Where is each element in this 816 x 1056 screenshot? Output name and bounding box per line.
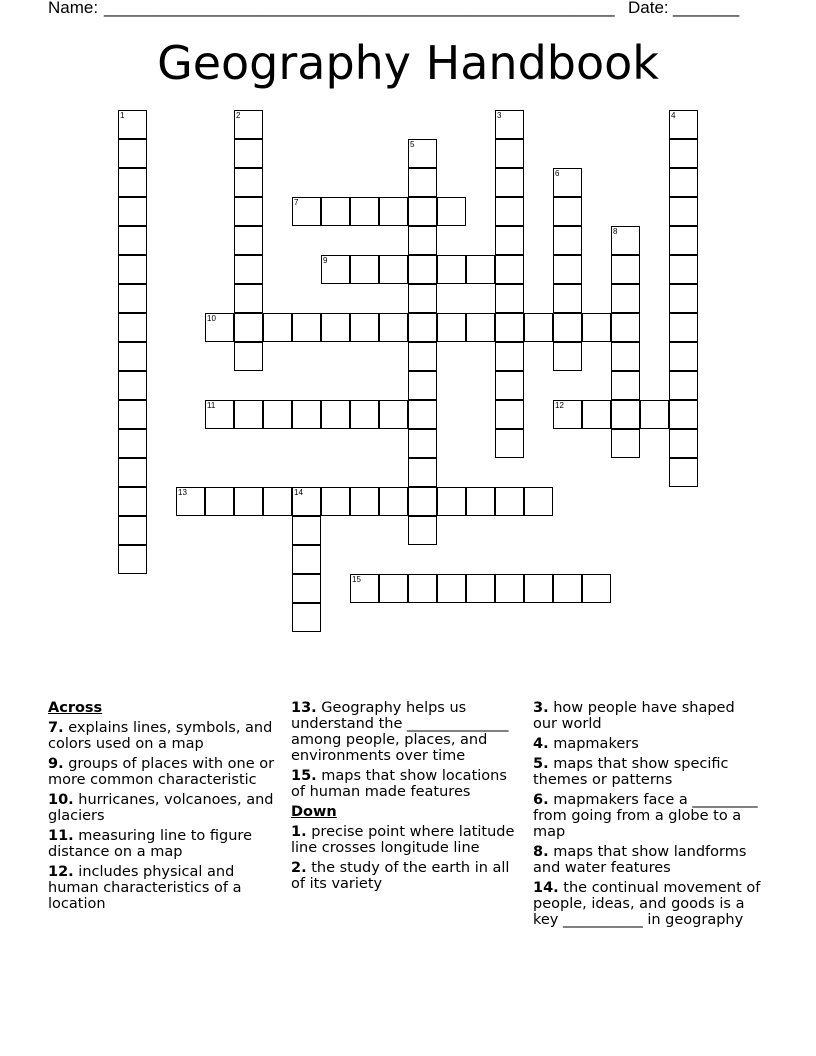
crossword-cell[interactable] xyxy=(495,487,524,516)
crossword-cell[interactable] xyxy=(495,400,524,429)
crossword-cell[interactable] xyxy=(379,574,408,603)
crossword-cell[interactable] xyxy=(466,487,495,516)
crossword-cell[interactable] xyxy=(611,313,640,342)
crossword-cell[interactable] xyxy=(553,284,582,313)
crossword-cell[interactable] xyxy=(350,313,379,342)
crossword-cell[interactable] xyxy=(524,574,553,603)
clue-number: 2. xyxy=(291,860,307,876)
crossword-cell[interactable] xyxy=(263,400,292,429)
crossword-cell[interactable] xyxy=(408,168,437,197)
crossword-cell[interactable] xyxy=(118,284,147,313)
crossword-cell[interactable] xyxy=(234,255,263,284)
crossword-cell[interactable] xyxy=(611,400,640,429)
crossword-cell[interactable] xyxy=(118,197,147,226)
crossword-cell[interactable] xyxy=(553,313,582,342)
crossword-cell[interactable] xyxy=(408,429,437,458)
crossword-cell[interactable] xyxy=(292,516,321,545)
crossword-cell[interactable] xyxy=(118,139,147,168)
clue-number: 5. xyxy=(533,756,549,772)
clue-number: 3. xyxy=(533,700,549,716)
crossword-cell[interactable] xyxy=(495,284,524,313)
clue-text: how people have shaped our world xyxy=(533,700,735,732)
crossword-cell[interactable] xyxy=(582,400,611,429)
cell-number: 9 xyxy=(323,256,328,265)
clue-text: explains lines, symbols, and colors used on a map xyxy=(48,720,273,752)
clue-number: 10. xyxy=(48,792,74,808)
clue-text: mapmakers xyxy=(553,736,639,752)
crossword-cell[interactable] xyxy=(437,574,466,603)
crossword-cell[interactable] xyxy=(669,458,698,487)
clue-text: maps that show specific themes or patterns xyxy=(533,756,729,788)
crossword-cell[interactable] xyxy=(669,168,698,197)
crossword-cell[interactable] xyxy=(611,255,640,284)
cell-number: 7 xyxy=(294,198,299,207)
crossword-cell[interactable] xyxy=(669,371,698,400)
crossword-cell[interactable] xyxy=(292,313,321,342)
crossword-cell[interactable] xyxy=(495,371,524,400)
crossword-cell[interactable] xyxy=(379,487,408,516)
down-heading: Down xyxy=(291,804,337,820)
crossword-cell[interactable] xyxy=(350,487,379,516)
clue-across-7 xyxy=(48,720,278,752)
crossword-cell[interactable] xyxy=(292,603,321,632)
crossword-cell[interactable] xyxy=(234,313,263,342)
crossword-cell[interactable] xyxy=(408,458,437,487)
crossword-cell[interactable] xyxy=(669,429,698,458)
clue-text: groups of places with one or more common characteristic xyxy=(48,756,275,788)
crossword-cell[interactable] xyxy=(495,139,524,168)
cell-number: 6 xyxy=(555,169,560,178)
crossword-cell[interactable] xyxy=(669,110,698,139)
clue-number: 4. xyxy=(533,736,549,752)
crossword-cell[interactable] xyxy=(408,139,437,168)
clue-across-15 xyxy=(291,768,521,800)
crossword-cell[interactable] xyxy=(321,487,350,516)
across-heading: Across xyxy=(48,700,103,716)
crossword-cell[interactable] xyxy=(437,313,466,342)
crossword-cell[interactable] xyxy=(611,429,640,458)
cell-number: 14 xyxy=(294,488,303,497)
clue-across-10 xyxy=(48,792,278,824)
clue-number: 1. xyxy=(291,824,307,840)
crossword-cell[interactable] xyxy=(350,400,379,429)
cell-number: 10 xyxy=(207,314,216,323)
crossword-cell[interactable] xyxy=(524,487,553,516)
cell-number: 13 xyxy=(178,488,187,497)
cell-number: 4 xyxy=(671,111,676,120)
crossword-cell[interactable] xyxy=(118,516,147,545)
clues-column-3 xyxy=(533,700,763,932)
crossword-cell[interactable] xyxy=(118,168,147,197)
crossword-cell[interactable] xyxy=(234,110,263,139)
crossword-cell[interactable] xyxy=(553,168,582,197)
crossword-cell[interactable] xyxy=(553,574,582,603)
crossword-cell[interactable] xyxy=(263,313,292,342)
crossword-cell[interactable] xyxy=(553,342,582,371)
crossword-cell[interactable] xyxy=(669,226,698,255)
crossword-cell[interactable] xyxy=(408,255,437,284)
crossword-cell[interactable] xyxy=(611,284,640,313)
clue-number: 11. xyxy=(48,828,74,844)
clue-across-12 xyxy=(48,864,278,912)
crossword-cell[interactable] xyxy=(379,255,408,284)
clue-down-1 xyxy=(291,824,521,856)
crossword-cell[interactable] xyxy=(234,139,263,168)
clue-number: 14. xyxy=(533,880,559,896)
clue-down-6 xyxy=(533,792,763,840)
crossword-cell[interactable] xyxy=(118,400,147,429)
crossword-cell[interactable] xyxy=(582,574,611,603)
crossword-cell[interactable] xyxy=(611,226,640,255)
crossword-cell[interactable] xyxy=(437,255,466,284)
crossword-cell[interactable] xyxy=(292,197,321,226)
clue-number: 7. xyxy=(48,720,64,736)
crossword-cell[interactable] xyxy=(524,313,553,342)
crossword-cell[interactable] xyxy=(669,400,698,429)
crossword-cell[interactable] xyxy=(408,574,437,603)
cell-number: 5 xyxy=(410,140,415,149)
crossword-cell[interactable] xyxy=(350,574,379,603)
crossword-cell[interactable] xyxy=(234,400,263,429)
crossword-cell[interactable] xyxy=(205,487,234,516)
crossword-cell[interactable] xyxy=(611,342,640,371)
crossword-cell[interactable] xyxy=(350,197,379,226)
clue-text: precise point where latitude line crosses longitude line xyxy=(291,824,515,856)
cell-number: 12 xyxy=(555,401,564,410)
crossword-cell[interactable] xyxy=(669,284,698,313)
crossword-cell[interactable] xyxy=(408,342,437,371)
crossword-cell[interactable] xyxy=(118,313,147,342)
clue-down-3 xyxy=(533,700,763,732)
crossword-cell[interactable] xyxy=(495,429,524,458)
crossword-cell[interactable] xyxy=(466,574,495,603)
crossword-cell[interactable] xyxy=(321,400,350,429)
crossword-cell[interactable] xyxy=(669,139,698,168)
clue-down-4 xyxy=(533,736,763,752)
cell-number: 11 xyxy=(207,401,216,410)
page-title: Geography Handbook xyxy=(157,36,659,90)
crossword-cell[interactable] xyxy=(118,487,147,516)
crossword-cell[interactable] xyxy=(118,429,147,458)
crossword-cell[interactable] xyxy=(495,255,524,284)
crossword-cell[interactable] xyxy=(234,342,263,371)
clue-number: 13. xyxy=(291,700,317,716)
clues-column-2 xyxy=(291,700,521,896)
crossword-cell[interactable] xyxy=(495,574,524,603)
crossword-cell[interactable] xyxy=(118,458,147,487)
name-label: Name: xyxy=(48,0,99,17)
clue-text: hurricanes, volcanoes, and glaciers xyxy=(48,792,274,824)
crossword-cell[interactable] xyxy=(408,400,437,429)
crossword-cell[interactable] xyxy=(292,487,321,516)
crossword-cell[interactable] xyxy=(118,342,147,371)
crossword-cell[interactable] xyxy=(669,197,698,226)
clue-text: measuring line to figure distance on a map xyxy=(48,828,252,860)
crossword-cell[interactable] xyxy=(118,110,147,139)
cell-number: 8 xyxy=(613,227,618,236)
crossword-cell[interactable] xyxy=(669,313,698,342)
date-label: Date: xyxy=(628,0,669,17)
cell-number: 1 xyxy=(120,111,125,120)
clue-down-14 xyxy=(533,880,763,928)
cell-number: 2 xyxy=(236,111,241,120)
crossword-cell[interactable] xyxy=(350,255,379,284)
crossword-cell[interactable] xyxy=(118,371,147,400)
crossword-cell[interactable] xyxy=(553,255,582,284)
crossword-cell[interactable] xyxy=(234,284,263,313)
crossword-cell[interactable] xyxy=(234,226,263,255)
clue-across-13 xyxy=(291,700,521,764)
crossword-cell[interactable] xyxy=(234,197,263,226)
crossword-cell[interactable] xyxy=(321,197,350,226)
crossword-cell[interactable] xyxy=(321,313,350,342)
crossword-cell[interactable] xyxy=(234,487,263,516)
clue-down-2 xyxy=(291,860,521,892)
crossword-cell[interactable] xyxy=(466,313,495,342)
crossword-cell[interactable] xyxy=(640,400,669,429)
crossword-cell[interactable] xyxy=(408,487,437,516)
crossword-cell[interactable] xyxy=(495,226,524,255)
crossword-cell[interactable] xyxy=(437,487,466,516)
clue-text: includes physical and human characteristics of a location xyxy=(48,864,242,912)
crossword-cell[interactable] xyxy=(495,313,524,342)
crossword-cell[interactable] xyxy=(553,197,582,226)
crossword-cell[interactable] xyxy=(408,197,437,226)
clue-down-8 xyxy=(533,844,763,876)
clue-number: 12. xyxy=(48,864,74,880)
crossword-cell[interactable] xyxy=(379,313,408,342)
clue-number: 6. xyxy=(533,792,549,808)
crossword-cell[interactable] xyxy=(118,226,147,255)
crossword-cell[interactable] xyxy=(176,487,205,516)
crossword-cell[interactable] xyxy=(321,255,350,284)
crossword-cell[interactable] xyxy=(118,545,147,574)
cell-number: 3 xyxy=(497,111,502,120)
name-blank[interactable]: ______________________________________________________ xyxy=(104,0,615,17)
crossword-cell[interactable] xyxy=(669,342,698,371)
clue-text: the continual movement of people, ideas, and goods is a key ___________ in geography xyxy=(533,880,761,928)
crossword-cell[interactable] xyxy=(408,284,437,313)
crossword-cell[interactable] xyxy=(205,313,234,342)
clue-number: 8. xyxy=(533,844,549,860)
crossword-cell[interactable] xyxy=(205,400,234,429)
crossword-cell[interactable] xyxy=(234,168,263,197)
crossword-cell[interactable] xyxy=(292,574,321,603)
crossword-cell[interactable] xyxy=(408,371,437,400)
crossword-cell[interactable] xyxy=(669,255,698,284)
crossword-cell[interactable] xyxy=(437,197,466,226)
crossword-cell[interactable] xyxy=(495,197,524,226)
clue-text: maps that show locations of human made features xyxy=(291,768,507,800)
clue-down-5 xyxy=(533,756,763,788)
crossword-cell[interactable] xyxy=(292,400,321,429)
crossword-cell[interactable] xyxy=(495,110,524,139)
crossword-cell[interactable] xyxy=(292,545,321,574)
clue-text: Geography helps us understand the ______________ among people, places, and environments over time xyxy=(291,700,509,764)
crossword-cell[interactable] xyxy=(466,255,495,284)
crossword-cell[interactable] xyxy=(582,313,611,342)
date-blank[interactable]: _______ xyxy=(673,0,740,17)
crossword-cell[interactable] xyxy=(495,168,524,197)
cell-number: 15 xyxy=(352,575,361,584)
crossword-cell[interactable] xyxy=(553,400,582,429)
crossword-cell[interactable] xyxy=(408,226,437,255)
crossword-cell[interactable] xyxy=(379,400,408,429)
clue-text: the study of the earth in all of its variety xyxy=(291,860,510,892)
clues-column-1 xyxy=(48,700,278,916)
crossword-cell[interactable] xyxy=(408,313,437,342)
clue-number: 15. xyxy=(291,768,317,784)
crossword-cell[interactable] xyxy=(553,226,582,255)
crossword-cell[interactable] xyxy=(408,516,437,545)
clue-across-9 xyxy=(48,756,278,788)
crossword-cell[interactable] xyxy=(611,371,640,400)
clue-number: 9. xyxy=(48,756,64,772)
crossword-cell[interactable] xyxy=(495,342,524,371)
clue-across-11 xyxy=(48,828,278,860)
crossword-cell[interactable] xyxy=(263,487,292,516)
crossword-cell[interactable] xyxy=(379,197,408,226)
clue-text: maps that show landforms and water features xyxy=(533,844,747,876)
clue-text: mapmakers face a _________ from going from a globe to a map xyxy=(533,792,758,840)
crossword-cell[interactable] xyxy=(118,255,147,284)
